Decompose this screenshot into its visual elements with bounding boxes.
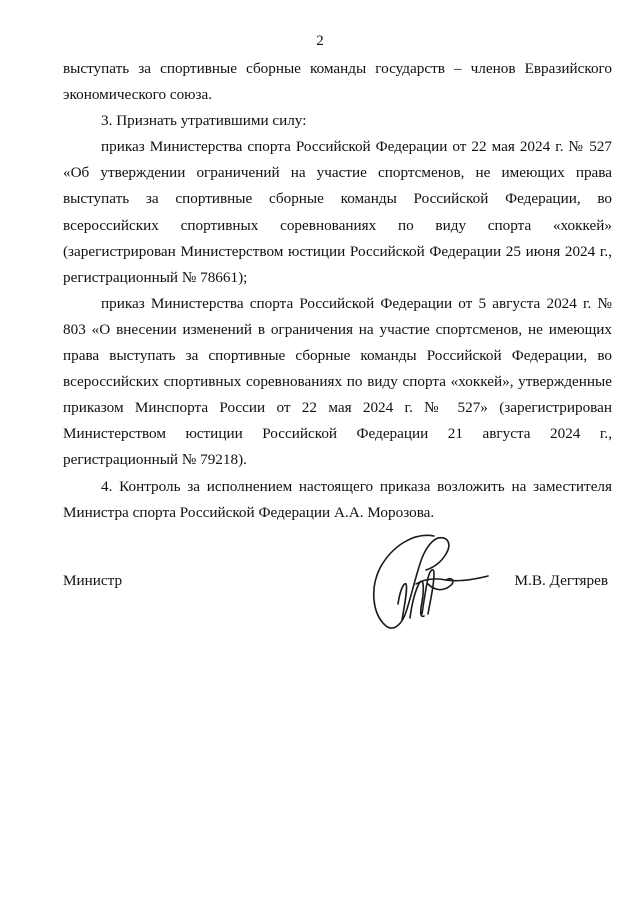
signatory-title: Министр xyxy=(63,572,123,589)
paragraph-item-4: 4. Контроль за исполнением настоящего приказа возложить на заместителя Министра спорта Российской Федерации А.А. Морозова. xyxy=(63,477,612,521)
page-number: 2 xyxy=(316,33,324,49)
paragraph-continuation: выступать за спортивные сборные команды государств – членов Евразийского экономического союза. xyxy=(63,60,612,104)
paragraph-order-803: приказ Министерства спорта Российской Федерации от 5 августа 2024 г. № 803 «О внесении изменений в ограничения на участие спортсменов, не имеющих права выступать за спортивные сборные команды Российской Федерации, во всероссийских спортивных соревнованиях по виду спорта «хоккей», утвержденные приказом Минспорта России от 22 мая 2024 г. № 527» (зарегистрирован Министерством юстиции Российской Федерации 21 августа 2024 г., регистрационный № 79218). xyxy=(63,294,612,469)
document-body xyxy=(63,56,612,526)
paragraph-item-3: 3. Признать утратившими силу: xyxy=(101,112,307,130)
paragraph-order-527: приказ Министерства спорта Российской Федерации от 22 мая 2024 г. № 527 «Об утверждении ограничений на участие спортсменов, не имеющих права выступать за спортивные сборные команды Российской Федерации, во всероссийских спортивных соревнованиях по виду спорта «хоккей» (зарегистрирован Министерством юстиции Российской Федерации 25 июня 2024 г., регистрационный № 78661); xyxy=(63,138,612,286)
handwritten-signature-icon xyxy=(362,528,494,632)
signature-block xyxy=(63,572,612,602)
signatory-name: М.В. Дегтярев xyxy=(514,572,608,589)
